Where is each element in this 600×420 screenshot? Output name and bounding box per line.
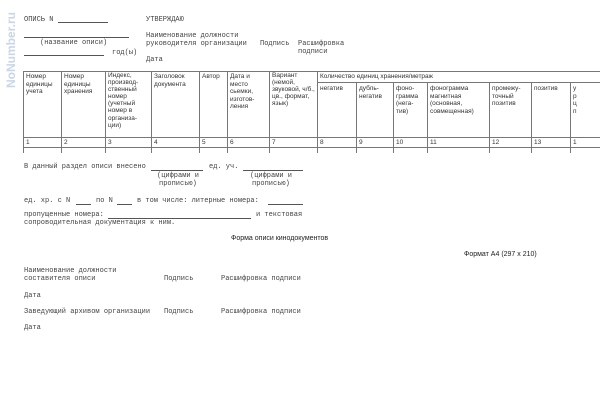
- col-header-negative: негатив: [320, 85, 343, 92]
- text-docs-label: и текстовая: [256, 211, 303, 219]
- compiler-decode-label: Расшифровка подписи: [221, 275, 301, 283]
- opis-title-field[interactable]: [24, 37, 129, 38]
- col-num-6: 6: [230, 139, 234, 146]
- head-position-label-2: руководителя организации: [146, 40, 247, 48]
- opis-number-field[interactable]: [58, 22, 108, 23]
- signature-label: Подпись: [260, 40, 290, 48]
- approve-label: УТВЕРЖДАЮ: [146, 16, 184, 24]
- compiler-position-label-2: составителя описи: [24, 275, 96, 283]
- accompanying-docs-label: сопроводительная документация к ним.: [24, 219, 176, 227]
- col-num-14: 1: [573, 139, 577, 146]
- form-title: Форма описи кинодокументов: [231, 235, 329, 242]
- archive-head-label: Заведующий архивом организации: [24, 308, 151, 316]
- hint-1b: прописью): [159, 180, 197, 188]
- col-header-unit-number: Номер единицы учета: [26, 73, 53, 96]
- head-position-label: Наименование должности: [146, 32, 239, 40]
- entered-label: В данный раздел описи внесено: [24, 163, 146, 171]
- col-header-truncated: у р ц п: [573, 85, 577, 115]
- col-num-9: 9: [359, 139, 363, 146]
- decode-label: Расшифровка: [298, 40, 345, 48]
- col-num-13: 13: [534, 139, 542, 146]
- col-num-7: 7: [272, 139, 276, 146]
- years-label: год(ы): [112, 49, 138, 57]
- archive-date-label: Дата: [24, 324, 41, 332]
- col-header-storage-number: Номер единицы хранения: [64, 73, 93, 96]
- unit-label: ед. уч.: [209, 163, 239, 171]
- col-num-3: 3: [108, 139, 112, 146]
- col-header-variant: Вариант (немой, звуковой, ч/б., цв., формат, язык): [272, 72, 315, 108]
- date-label: Дата: [146, 56, 163, 64]
- col-header-positive: позитив: [534, 85, 558, 92]
- col-header-intermediate-positive: промежу-точный позитив: [492, 85, 521, 108]
- hint-2b: прописью): [252, 180, 290, 188]
- watermark: [3, 2, 19, 92]
- archive-decode-label: Расшифровка подписи: [221, 308, 301, 316]
- hint-1: (цифрами и: [157, 172, 200, 180]
- col-group-quantity: Количество единиц хранения/метраж: [320, 73, 434, 80]
- col-num-4: 4: [154, 139, 158, 146]
- to-field[interactable]: [117, 204, 132, 205]
- col-num-8: 8: [320, 139, 324, 146]
- compiler-date-label: Дата: [24, 292, 41, 300]
- opis-title-caption: (название описи): [40, 39, 108, 47]
- col-num-11: 11: [430, 139, 437, 146]
- years-field[interactable]: [24, 55, 104, 56]
- storage-from-label: ед. хр. с N: [24, 197, 71, 205]
- col-num-5: 5: [202, 139, 206, 146]
- from-field[interactable]: [76, 204, 91, 205]
- format-label: Формат А4 (297 x 210): [464, 251, 537, 258]
- col-header-index: Индекс, производ-ственный номер (учетный номер в организа-ции): [108, 72, 139, 129]
- inventory-table: [23, 71, 600, 153]
- col-header-author: Автор: [202, 73, 220, 80]
- missing-numbers-label: пропущенные номера:: [24, 211, 104, 219]
- compiler-signature-label: Подпись: [164, 275, 194, 283]
- col-num-2: 2: [64, 139, 68, 146]
- archive-signature-label: Подпись: [164, 308, 194, 316]
- col-header-phonogram-negative: фоно-грамма (нега-тив): [396, 85, 419, 115]
- storage-to-label: по N: [96, 197, 113, 205]
- watermark-text: NoNumber.ru: [4, 11, 18, 88]
- col-num-12: 12: [492, 139, 500, 146]
- decode-label-2: подписи: [298, 48, 328, 56]
- col-header-date-place: Дата и место сьемки, изготов-ления: [230, 73, 255, 111]
- letter-numbers-label: в том числе: литерные номера:: [137, 197, 259, 205]
- col-header-magnetic-phonogram: фонограмма магнитная (основная, совмещенная): [430, 85, 474, 115]
- col-header-dupe-negative: дубль-негатив: [359, 85, 382, 100]
- hint-2: (цифрами и: [250, 172, 293, 180]
- entered-count-field[interactable]: [151, 170, 203, 171]
- col-num-10: 10: [396, 139, 404, 146]
- col-num-1: 1: [26, 139, 30, 146]
- letter-numbers-field[interactable]: [268, 204, 303, 205]
- col-header-title: Заголовок документа: [154, 73, 186, 88]
- units-count-field[interactable]: [243, 170, 303, 171]
- opis-number-label: ОПИСЬ N: [24, 16, 54, 24]
- compiler-position-label: Наименование должности: [24, 267, 117, 275]
